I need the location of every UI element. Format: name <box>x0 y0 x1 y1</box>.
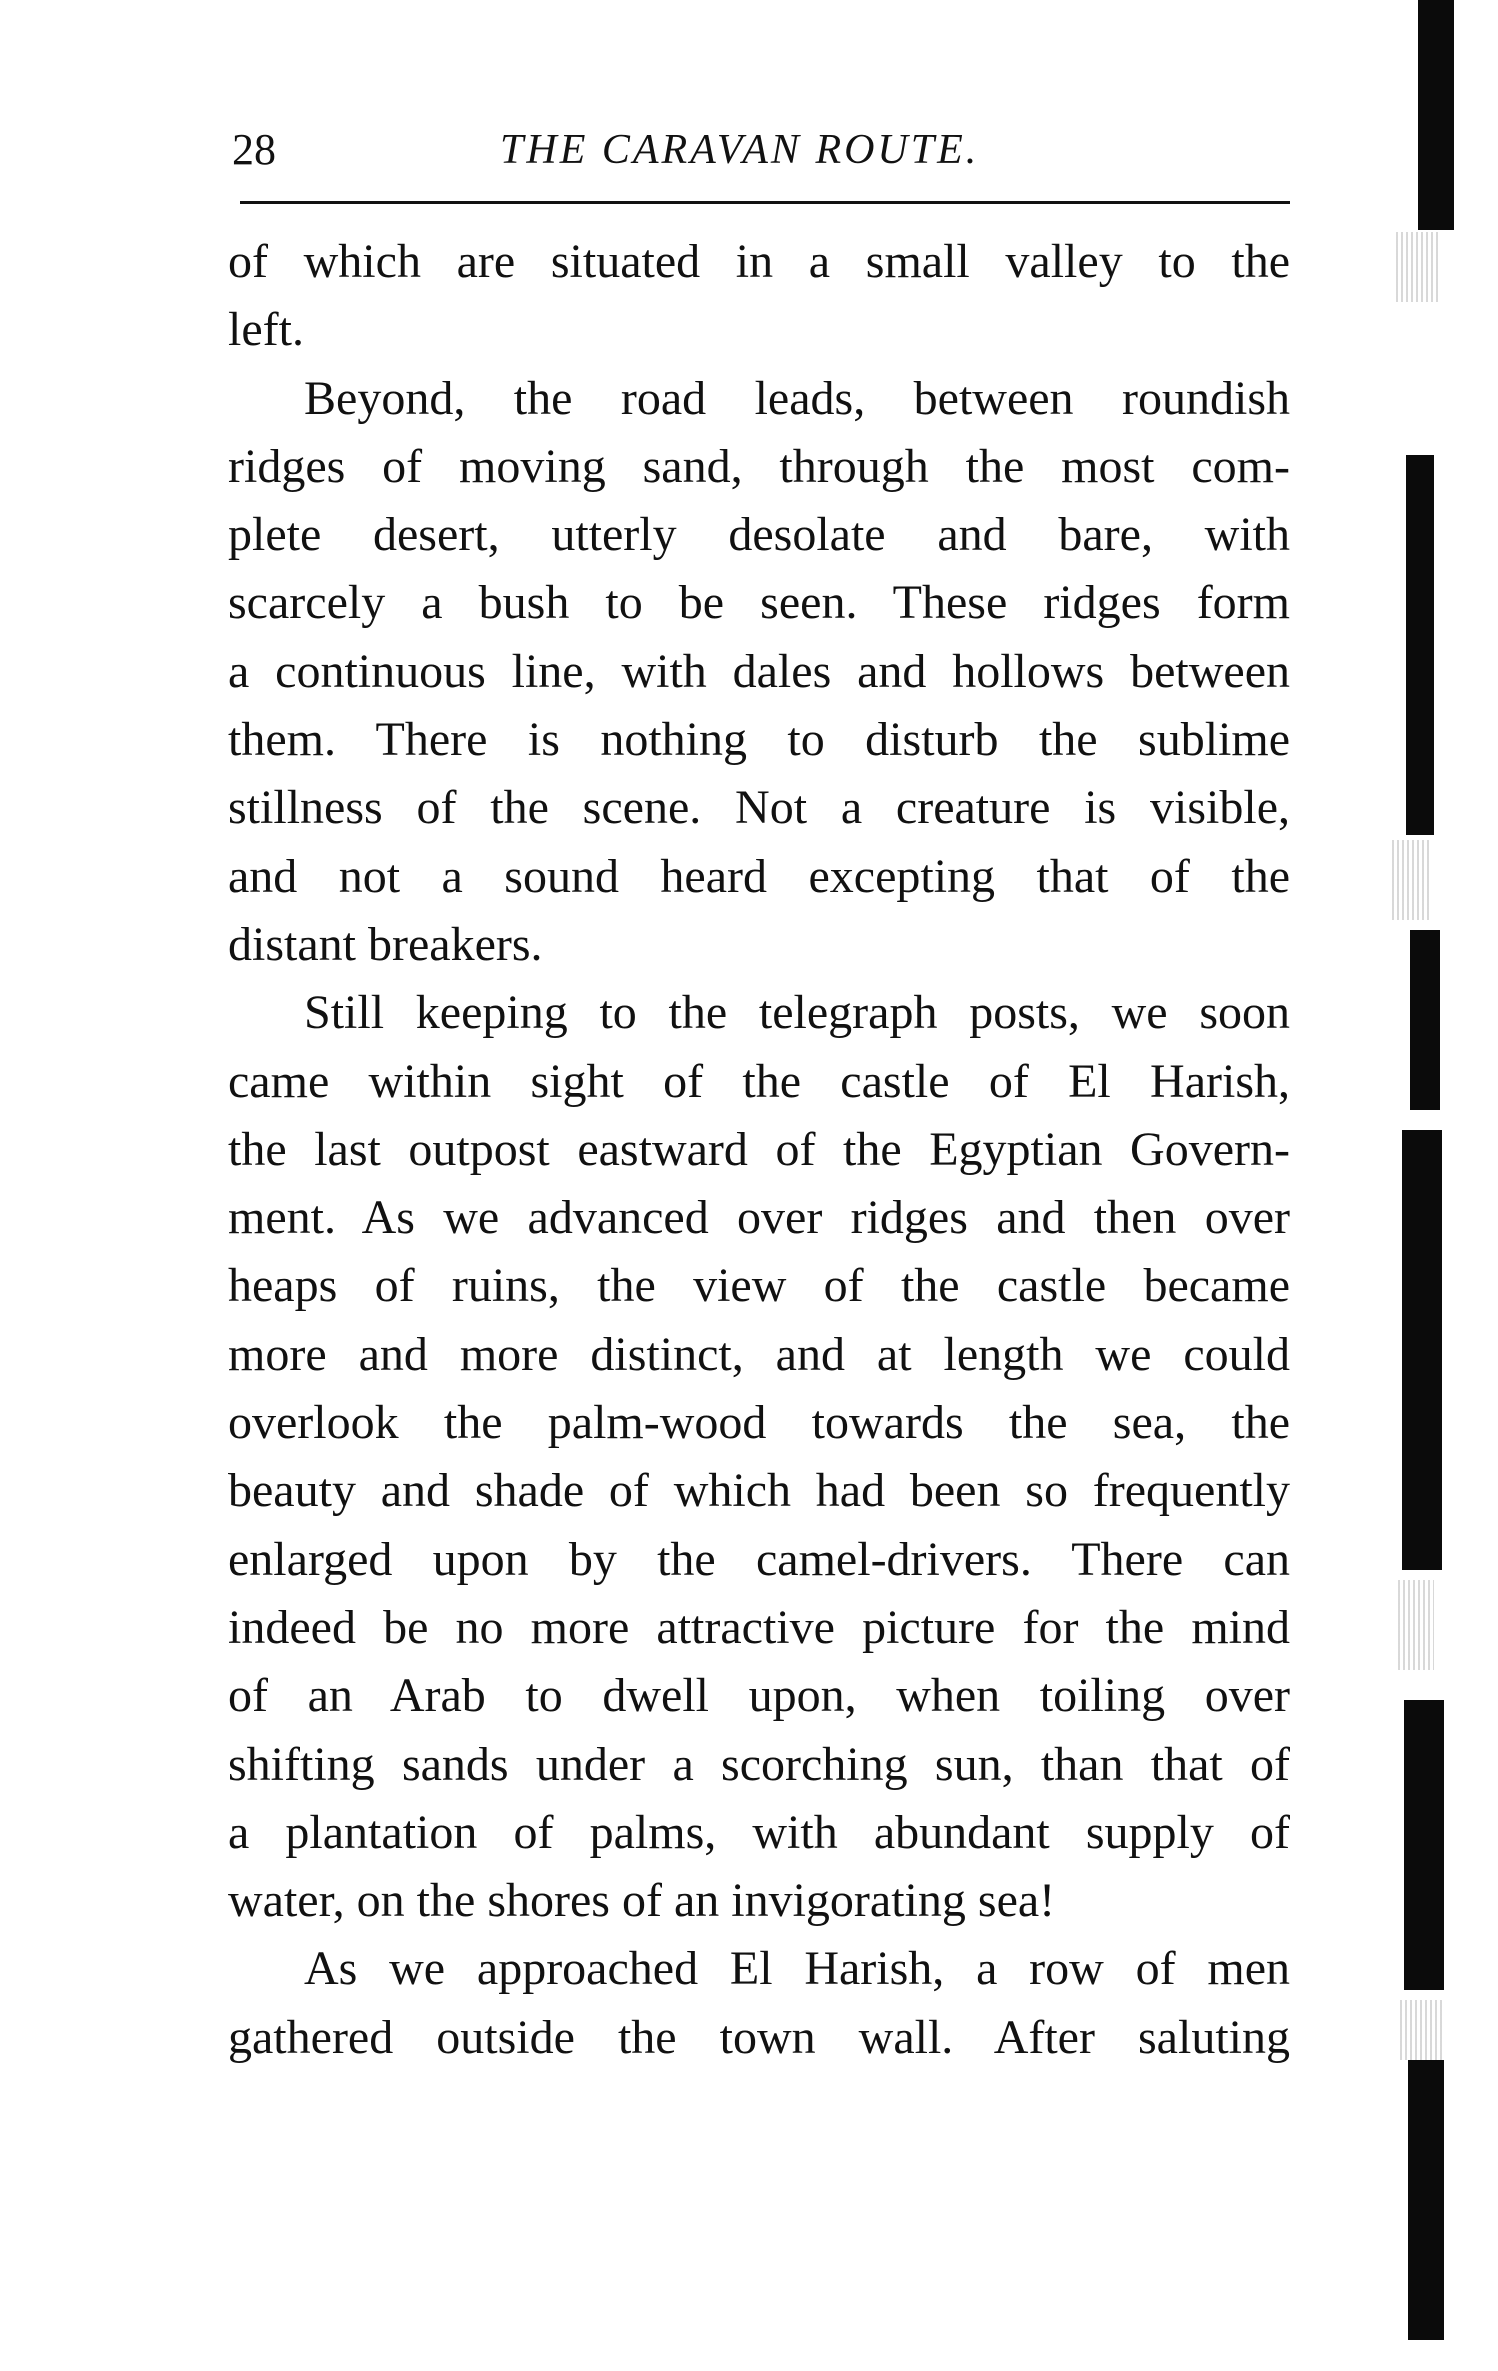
text-line: a plantation of palms, with abundant supply of <box>228 1805 1290 1859</box>
text-line: Beyond, the road leads, between roundish <box>304 371 1290 425</box>
text-line: ridges of moving sand, through the most com- <box>228 439 1290 493</box>
text-line: plete desert, utterly desolate and bare, with <box>228 508 1290 562</box>
text-line: and not a sound heard excepting that of the <box>228 849 1290 903</box>
text-line: of which are situated in a small valley to the <box>228 235 1290 288</box>
text-line: water, on the shores of an invigorating sea! <box>228 1874 1056 1928</box>
text-line: distant breakers. <box>228 917 543 971</box>
text-line: heaps of ruins, the view of the castle became <box>228 1259 1290 1313</box>
text-line: more and more distinct, and at length we could <box>228 1327 1290 1381</box>
text-line: the last outpost eastward of the Egyptian Govern- <box>228 1122 1290 1176</box>
text-line: them. There is nothing to disturb the sublime <box>228 713 1290 767</box>
text-line: ment. As we advanced over ridges and then over <box>228 1191 1290 1245</box>
text-line: of an Arab to dwell upon, when toiling over <box>228 1669 1290 1723</box>
header-rule <box>240 201 1290 204</box>
text-line: gathered outside the town wall. After saluting <box>228 2010 1290 2064</box>
running-head: THE CARAVAN ROUTE. <box>500 127 980 173</box>
text-line: stillness of the scene. Not a creature is visible, <box>228 781 1290 835</box>
text-line: indeed be no more attractive picture for the mind <box>228 1600 1290 1654</box>
body-text <box>228 228 1290 2072</box>
page-number: 28 <box>232 125 276 174</box>
text-line: beauty and shade of which had been so frequently <box>228 1464 1290 1518</box>
text-line: a continuous line, with dales and hollows between <box>228 644 1290 698</box>
text-line: came within sight of the castle of El Harish, <box>228 1054 1290 1108</box>
text-line: As we approached El Harish, a row of men <box>304 1942 1290 1996</box>
text-line: overlook the palm-wood towards the sea, the <box>228 1396 1290 1450</box>
text-line: Still keeping to the telegraph posts, we soon <box>304 986 1290 1040</box>
text-line: left. <box>228 303 304 357</box>
text-line: enlarged upon by the camel-drivers. There can <box>228 1532 1290 1586</box>
text-line: scarcely a bush to be seen. These ridges form <box>228 576 1290 630</box>
text-line: shifting sands under a scorching sun, than that of <box>228 1737 1290 1791</box>
